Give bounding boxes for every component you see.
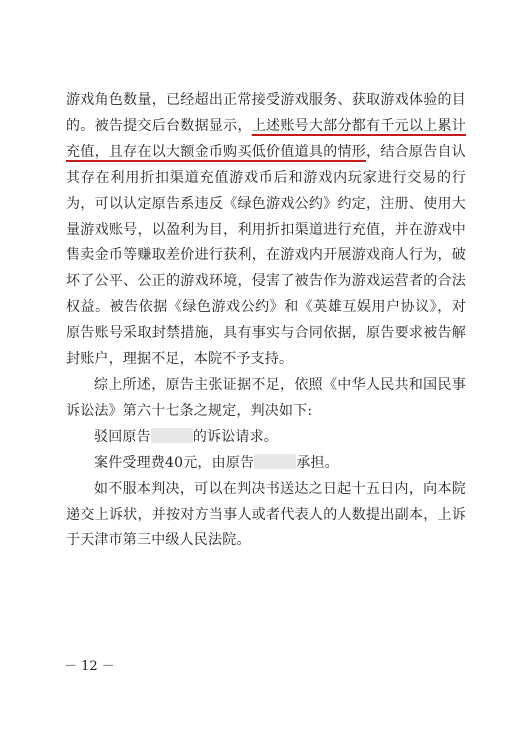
- reasoning-rest: 其存在利用折扣渠道充值游戏币后和游戏内玩家进行交易的行为，可以认定原告系违反《绿色游戏公约》约定，注册、使用大量游戏账号，以盈利为目，利用折扣渠道进行充值，并在游戏中售卖金币等赚取差价进行获利，在游戏内开展游戏商人行为，破坏了公平、公正的游戏环境，侵害了被告作为游戏运营者的合法权益。被告依据《绿色游戏公约》和《英雄互娱用户协议》，对原告账号采取封禁措施，具有事实与合同依据，原告要求被告解封账户，理据不足，本院不予支持。: [66, 169, 466, 368]
- judgment-text: [66, 88, 466, 554]
- underlined-evidence-2: 充值，且存在以大额金币购买低价值道具的情形: [66, 143, 367, 160]
- reasoning-line-3: ，结合原告自认: [366, 143, 466, 160]
- paragraph-verdict: 驳回原告 的诉讼请求。: [94, 428, 279, 445]
- reasoning-line-2: 的。被告提交后台数据显示，: [66, 117, 252, 134]
- paragraph-appeal: 如不服本判决，可以在判决书送达之日起十五日内，向本院递交上诉状，并按对方当事人或者代表人的人数提出副本，上诉于天津市第三中级人民法院。: [66, 480, 466, 549]
- paragraph-fee: 案件受理费40元，由原告 承担。: [94, 454, 339, 471]
- paragraph-conclusion: 综上所述，原告主张证据不足，依照《中华人民共和国民事诉讼法》第六十七条之规定，判决如下:: [66, 376, 466, 419]
- page-number: － 12 －: [64, 659, 115, 674]
- paragraph-reasoning: [66, 88, 466, 373]
- redacted-plaintiff-name: [151, 428, 193, 443]
- reasoning-line-1: 游戏角色数量，已经超出正常接受游戏服务、获取游戏体验的目: [66, 92, 466, 108]
- redacted-plaintiff-name-2: [254, 454, 296, 469]
- underlined-evidence-1: 上述账号大部分都有千元以上累计: [251, 117, 467, 134]
